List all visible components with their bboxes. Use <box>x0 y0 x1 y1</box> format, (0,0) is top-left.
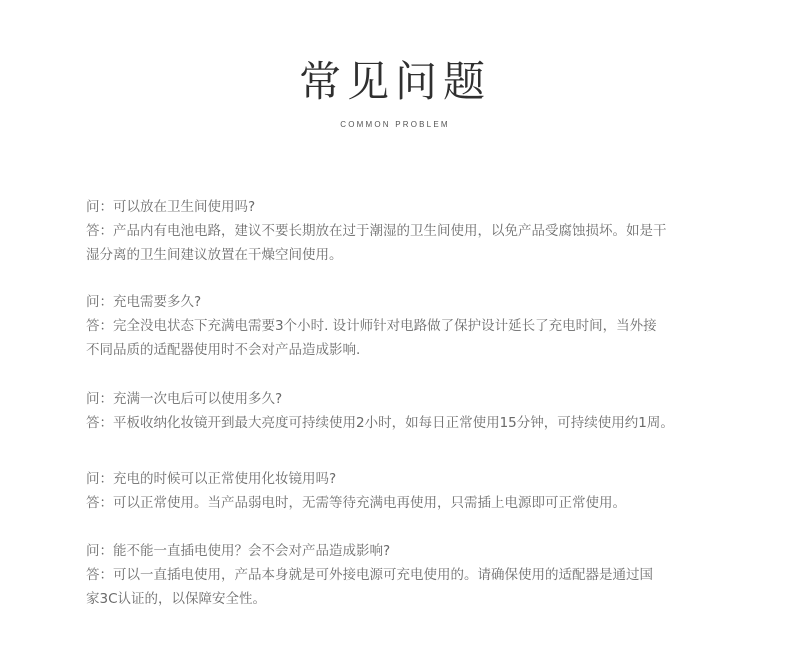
faq-item <box>86 539 726 611</box>
faq-answer-line: 答：产品内有电池电路，建议不要长期放在过于潮湿的卫生间使用，以免产品受腐蚀损坏。如是干 <box>86 223 667 239</box>
faq-answer-line: 答：可以正常使用。当产品弱电时，无需等待充满电再使用，只需插上电源即可正常使用。 <box>86 495 626 511</box>
faq-question: 问：可以放在卫生间使用吗? <box>86 199 256 215</box>
faq-item <box>86 467 726 515</box>
faq-answer-line: 湿分离的卫生间建议放置在干燥空间使用。 <box>86 247 343 263</box>
faq-question: 问：充电需要多久? <box>86 294 202 310</box>
faq-item <box>86 195 726 267</box>
faq-answer-line: 答：可以一直插电使用，产品本身就是可外接电源可充电使用的。请确保使用的适配器是通过国 <box>86 567 653 583</box>
faq-question: 问：充电的时候可以正常使用化妆镜用吗? <box>86 471 337 487</box>
faq-answer-line: 不同品质的适配器使用时不会对产品造成影响. <box>86 342 361 358</box>
faq-answer-line: 答：平板收纳化妆镜开到最大亮度可持续使用2小时，如每日正常使用15分钟，可持续使用约1周。 <box>86 415 674 431</box>
faq-answer-line: 家3C认证的，以保障安全性。 <box>86 591 267 607</box>
page-title: 常见问题 <box>298 57 491 106</box>
page-subtitle: COMMON PROBLEM <box>340 120 450 129</box>
faq-question: 问：充满一次电后可以使用多久? <box>86 391 283 407</box>
faq-question: 问：能不能一直插电使用？会不会对产品造成影响? <box>86 543 391 559</box>
faq-item <box>86 290 726 362</box>
faq-answer-line: 答：完全没电状态下充满电需要3个小时. 设计师针对电路做了保护设计延长了充电时间，当外接 <box>86 318 657 334</box>
faq-item <box>86 387 726 435</box>
